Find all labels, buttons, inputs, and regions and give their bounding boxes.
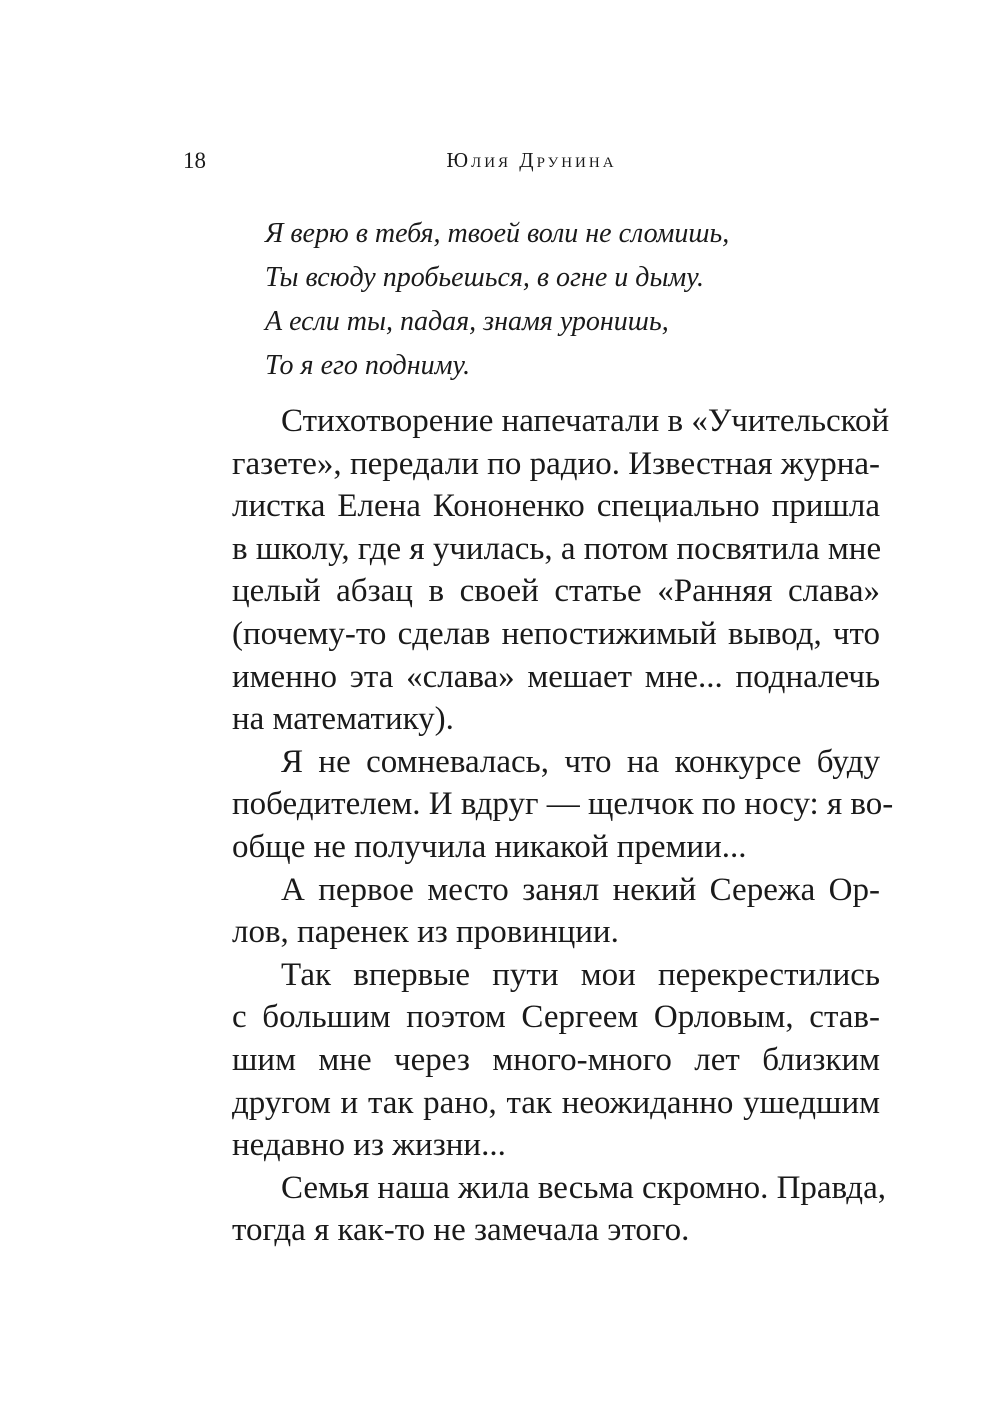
text-line: газете», передали по радио. Известная журна- — [232, 445, 880, 482]
text-line: другом и так рано, так неожиданно ушедшим — [232, 1084, 880, 1121]
poem-line: То я его подниму. — [265, 350, 471, 381]
poem-line: А если ты, падая, знамя уронишь, — [265, 306, 669, 337]
text-line: с большим поэтом Сергеем Орловым, став- — [232, 999, 880, 1036]
paragraph — [183, 741, 894, 869]
text-line: шим мне через много-много лет близким — [232, 1041, 880, 1078]
poem-line: Ты всюду пробьешься, в огне и дыму. — [265, 262, 704, 293]
text-line: Я не сомневалась, что на конкурсе буду — [281, 743, 880, 780]
page-header — [183, 148, 880, 178]
poem-line: Я верю в тебя, твоей воли не сломишь, — [265, 218, 730, 249]
text-line: в школу, где я училась, а потом посвятила мне — [232, 530, 882, 567]
paragraph — [183, 400, 890, 741]
text-line: недавно из жизни... — [232, 1127, 506, 1164]
running-head: Юлия Друнина — [446, 148, 617, 172]
page-number: 18 — [183, 148, 206, 173]
body-text — [183, 400, 894, 1252]
text-line: именно эта «слава» мешает мне... подналечь — [232, 658, 880, 695]
text-line: тогда я как-то не замечала этого. — [232, 1212, 690, 1249]
text-line: Семья наша жила весьма скромно. Правда, — [281, 1169, 886, 1206]
text-line: на математику). — [232, 701, 454, 738]
text-line: обще не получила никакой премии... — [232, 828, 747, 865]
paragraph — [183, 954, 880, 1167]
paragraph — [183, 869, 880, 954]
text-line: (почему-то сделав непостижимый вывод, что — [232, 615, 880, 652]
poem-quote — [265, 212, 729, 388]
paragraph — [183, 1167, 886, 1252]
text-line: Так впервые пути мои перекрестились — [281, 956, 880, 993]
text-line: А первое место занял некий Сережа Ор- — [281, 871, 880, 908]
text-line: Стихотворение напечатали в «Учительской — [281, 403, 890, 439]
text-line: целый абзац в своей статье «Ранняя слава» — [232, 573, 880, 610]
text-line: победителем. И вдруг — щелчок по носу: я во- — [232, 786, 894, 823]
text-line: листка Елена Кононенко специально пришла — [232, 488, 880, 525]
text-line: лов, паренек из провинции. — [232, 914, 619, 951]
